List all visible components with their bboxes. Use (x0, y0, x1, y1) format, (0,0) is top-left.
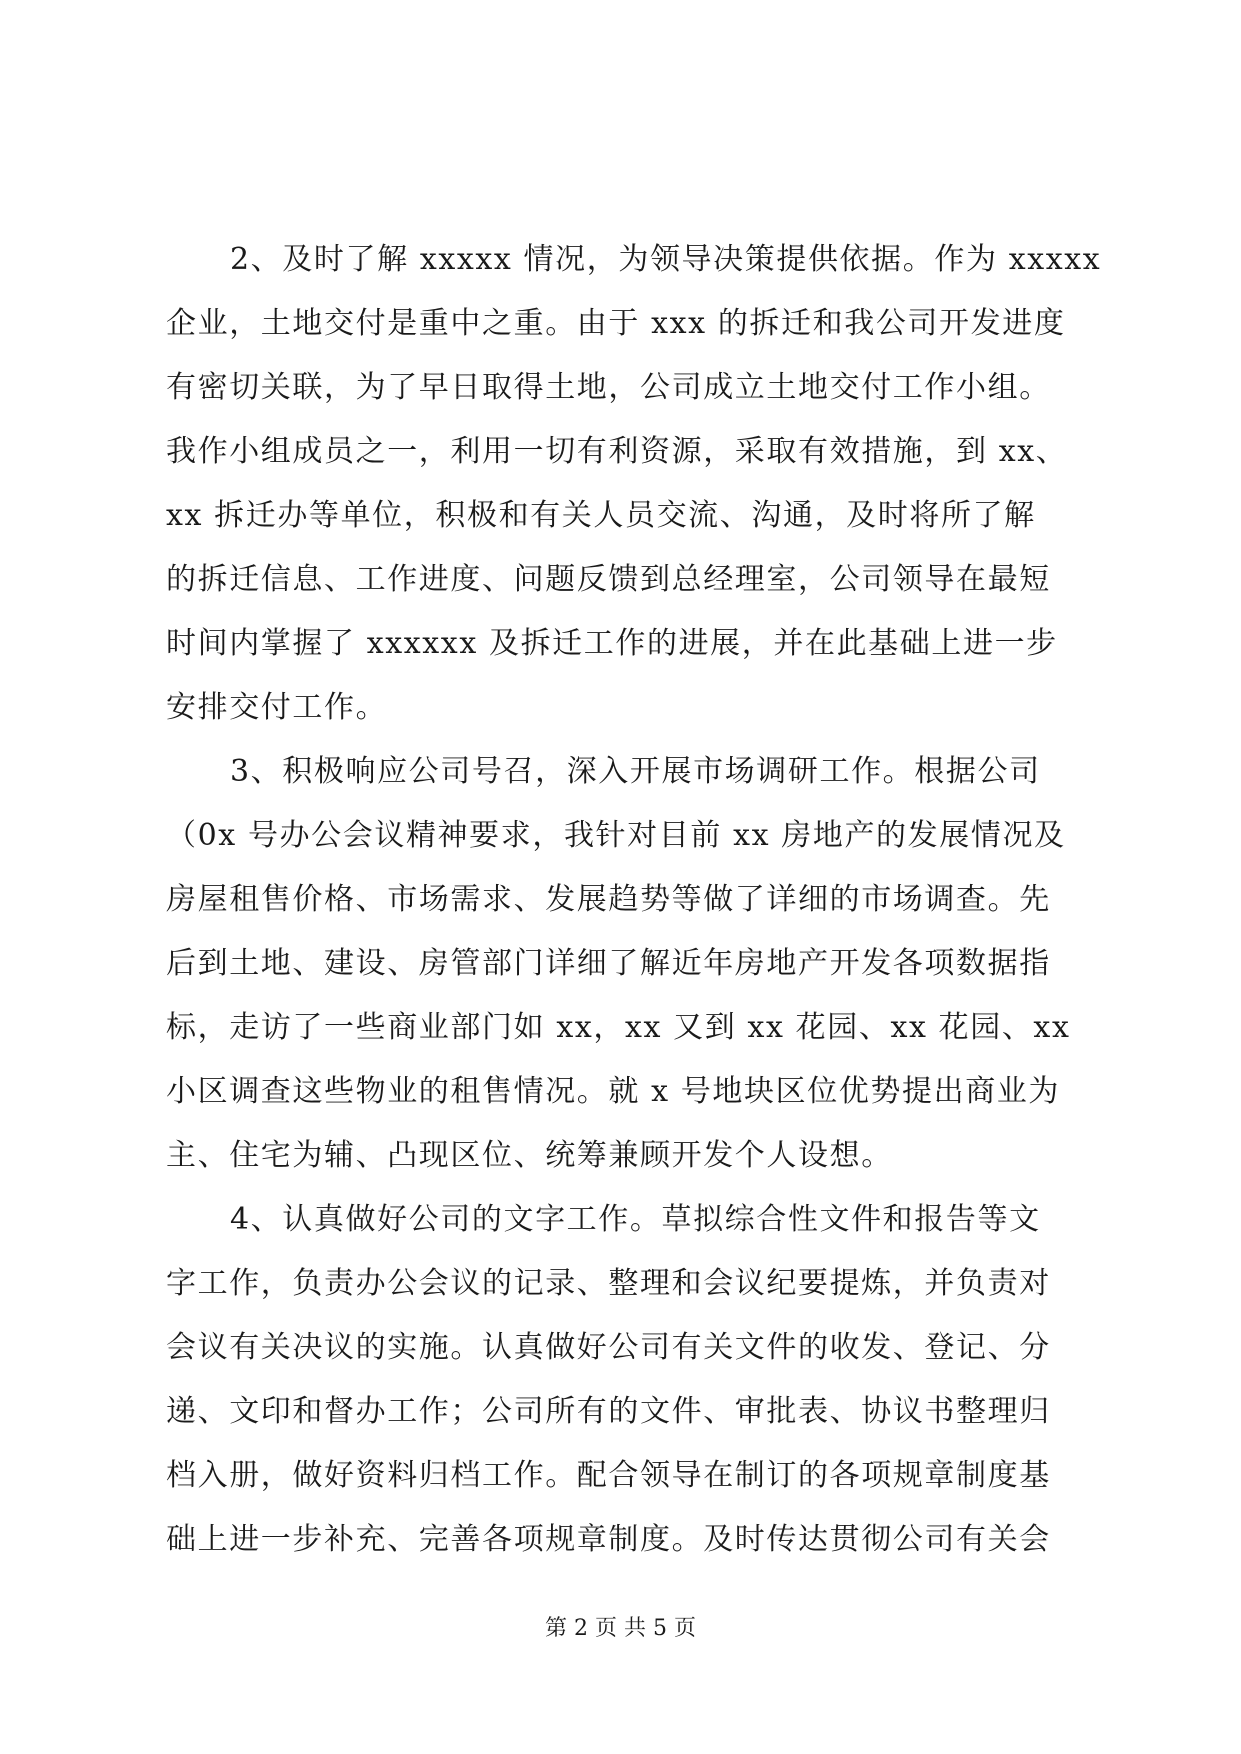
document-body (166, 228, 1102, 1572)
page-footer (0, 1614, 1241, 1644)
text-line: 3、积极响应公司号召，深入开展市场调研工作。根据公司 (230, 754, 1041, 789)
text-line: 标，走访了一些商业部门如 xx，xx 又到 xx 花园、xx 花园、xx (166, 1010, 1071, 1045)
text-line: 房屋租售价格、市场需求、发展趋势等做了详细的市场调查。先 (166, 882, 1051, 917)
text-line: 的拆迁信息、工作进度、问题反馈到总经理室，公司领导在最短 (166, 562, 1051, 597)
text-line: 小区调查这些物业的租售情况。就 x 号地块区位优势提出商业为 (166, 1074, 1060, 1109)
text-line: 递、文印和督办工作；公司所有的文件、审批表、协议书整理归 (166, 1394, 1051, 1429)
text-line: （0x 号办公会议精神要求，我针对目前 xx 房地产的发展情况及 (166, 818, 1066, 853)
text-line: xx 拆迁办等单位，积极和有关人员交流、沟通，及时将所了解 (166, 498, 1036, 533)
text-line: 字工作，负责办公会议的记录、整理和会议纪要提炼，并负责对 (166, 1266, 1051, 1301)
text-line: 4、认真做好公司的文字工作。草拟综合性文件和报告等文 (230, 1202, 1041, 1237)
text-line: 主、住宅为辅、凸现区位、统筹兼顾开发个人设想。 (166, 1138, 893, 1173)
text-line: 企业，土地交付是重中之重。由于 xxx 的拆迁和我公司开发进度 (166, 306, 1066, 341)
text-line: 安排交付工作。 (166, 690, 388, 725)
text-line: 后到土地、建设、房管部门详细了解近年房地产开发各项数据指 (166, 946, 1051, 981)
page-number-label: 第 2 页 共 5 页 (545, 1616, 696, 1641)
text-line: 时间内掌握了 xxxxxx 及拆迁工作的进展，并在此基础上进一步 (166, 626, 1058, 661)
text-line: 2、及时了解 xxxxx 情况，为领导决策提供依据。作为 xxxxx (230, 242, 1102, 277)
text-line: 有密切关联，为了早日取得土地，公司成立土地交付工作小组。 (166, 370, 1051, 405)
text-line: 档入册，做好资料归档工作。配合领导在制订的各项规章制度基 (166, 1458, 1051, 1493)
text-line: 会议有关决议的实施。认真做好公司有关文件的收发、登记、分 (166, 1330, 1051, 1365)
text-line: 我作小组成员之一，利用一切有利资源，采取有效措施，到 xx、 (166, 434, 1068, 469)
text-line: 础上进一步补充、完善各项规章制度。及时传达贯彻公司有关会 (166, 1522, 1051, 1557)
